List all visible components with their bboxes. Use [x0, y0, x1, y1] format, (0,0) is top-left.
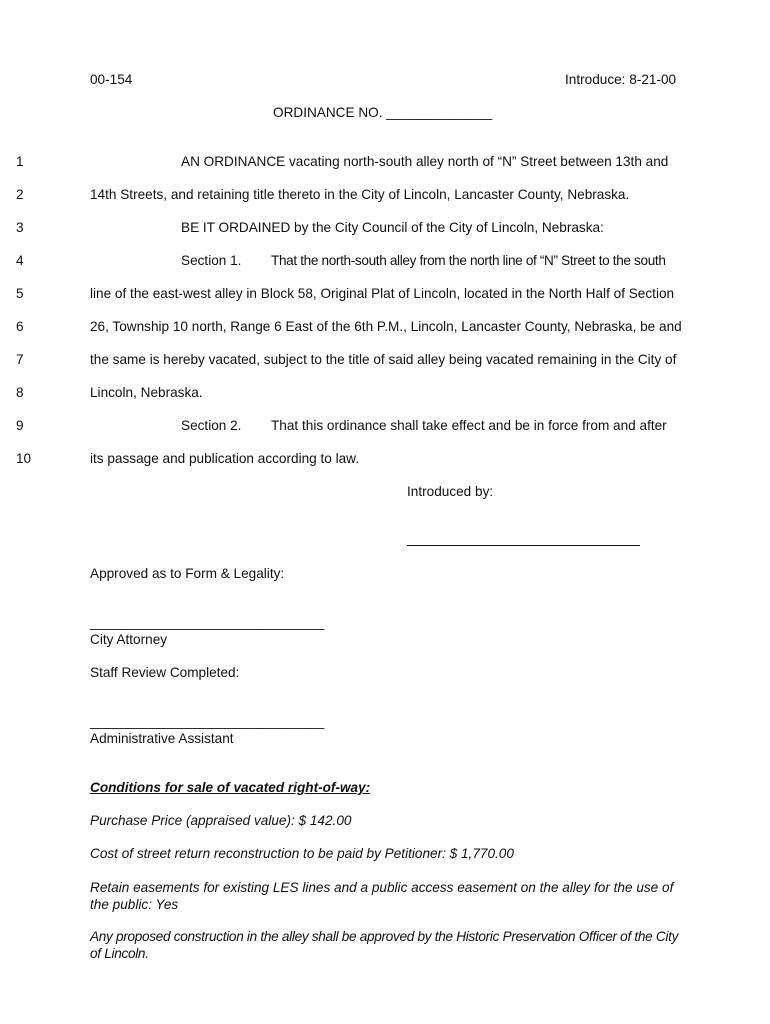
line-number: 6: [16, 319, 24, 334]
body-line-6: 26, Township 10 north, Range 6 East of the 6th P.M., Lincoln, Lancaster County, Nebraska, be and: [90, 319, 682, 334]
body-line-10: its passage and publication according to law.: [90, 451, 360, 466]
line-number: 7: [16, 352, 24, 367]
line-number: 3: [16, 220, 24, 235]
body-line-8: Lincoln, Nebraska.: [90, 385, 203, 400]
body-line-3: BE IT ORDAINED by the City Council of the City of Lincoln, Nebraska:: [181, 220, 604, 235]
line-number: 1: [16, 154, 24, 169]
introduce-date: Introduce: 8-21-00: [565, 72, 677, 87]
street-cost: Cost of street return reconstruction to be paid by Petitioner: $ 1,770.00: [90, 846, 514, 861]
city-attorney-label: City Attorney: [90, 632, 168, 647]
introduced-by-label: Introduced by:: [407, 484, 494, 499]
body-line-7: the same is hereby vacated, subject to the title of said alley being vacated remaining in the City of: [90, 352, 677, 367]
section-1-text: That the north-south alley from the north line of “N” Street to the south: [271, 253, 666, 268]
line-number: 5: [16, 286, 24, 301]
line-number: 4: [16, 253, 24, 268]
line-number: 2: [16, 187, 24, 202]
line-number: 10: [16, 451, 32, 466]
document-number: 00-154: [90, 72, 133, 87]
section-1-label: Section 1.: [181, 253, 242, 268]
body-line-5: line of the east-west alley in Block 58, Original Plat of Lincoln, located in the North Half of Section: [90, 286, 675, 301]
introduced-by-signature-line: [407, 545, 640, 546]
approved-label: Approved as to Form & Legality:: [90, 566, 285, 581]
section-2-label: Section 2.: [181, 418, 242, 433]
body-line-1: AN ORDINANCE vacating north-south alley north of “N” Street between 13th and: [181, 154, 669, 169]
assistant-signature-line: _______________________________: [90, 714, 325, 729]
easements-condition: Retain easements for existing LES lines and a public access easement on the alley for the use of the public: Yes: [90, 880, 674, 912]
ordinance-title: ORDINANCE NO. ______________: [273, 105, 493, 120]
section-2-text: That this ordinance shall take effect and be in force from and after: [271, 418, 667, 433]
admin-assistant-label: Administrative Assistant: [90, 731, 234, 746]
conditions-heading: Conditions for sale of vacated right-of-way:: [90, 780, 371, 795]
body-line-2: 14th Streets, and retaining title thereto in the City of Lincoln, Lancaster County, Nebraska.: [90, 187, 630, 202]
line-number: 8: [16, 385, 24, 400]
attorney-signature-line: _______________________________: [90, 615, 325, 630]
line-number: 9: [16, 418, 24, 433]
staff-review-label: Staff Review Completed:: [90, 665, 240, 680]
construction-condition: Any proposed construction in the alley shall be approved by the Historic Preservation Officer of the City of Lincoln.: [90, 929, 679, 961]
purchase-price: Purchase Price (appraised value): $ 142.00: [90, 813, 352, 828]
